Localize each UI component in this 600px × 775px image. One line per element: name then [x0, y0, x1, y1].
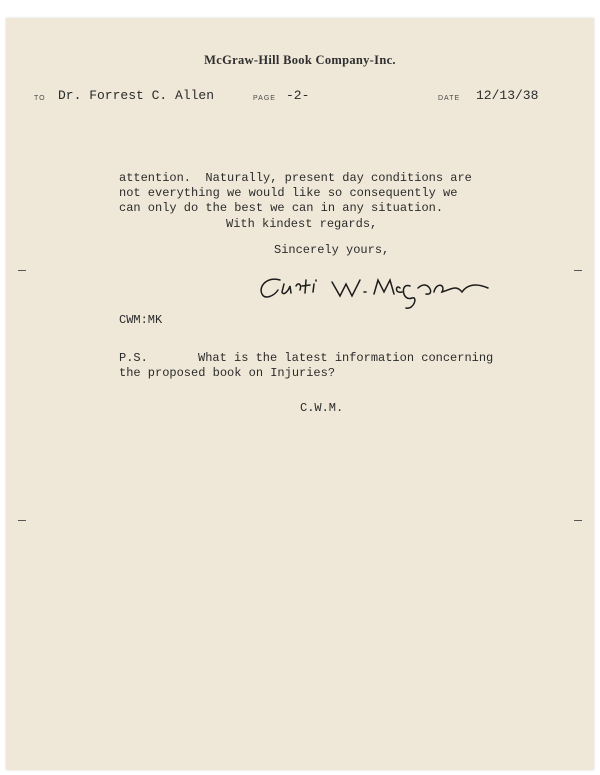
- handwritten-signature: [250, 262, 510, 312]
- fold-mark: [18, 520, 26, 521]
- regards-line: With kindest regards,: [226, 217, 378, 231]
- ps-question-continued: the proposed book on Injuries?: [119, 366, 336, 380]
- letter-date: 12/13/38: [476, 88, 539, 103]
- typist-initials: CWM:MK: [119, 313, 163, 327]
- ps-signoff: C.W.M.: [300, 401, 344, 415]
- fold-mark: [18, 270, 26, 271]
- date-label: DATE: [438, 95, 461, 102]
- letterhead-company: McGraw-Hill Book Company-Inc.: [204, 53, 396, 67]
- fold-mark: [574, 270, 582, 271]
- page-number: -2-: [286, 88, 310, 103]
- ps-question: What is the latest information concerning: [198, 351, 494, 365]
- fold-mark: [574, 520, 582, 521]
- letter-page: [6, 18, 594, 770]
- recipient-name: Dr. Forrest C. Allen: [58, 88, 215, 103]
- to-label: TO: [34, 95, 46, 102]
- body-line: attention. Naturally, present day conditions are: [119, 171, 472, 185]
- body-line: not everything we would like so consequently we: [119, 186, 458, 200]
- body-line: can only do the best we can in any situation.: [119, 201, 444, 215]
- ps-label: P.S.: [119, 351, 148, 365]
- page-label: PAGE: [253, 95, 276, 102]
- closing-line: Sincerely yours,: [274, 243, 390, 257]
